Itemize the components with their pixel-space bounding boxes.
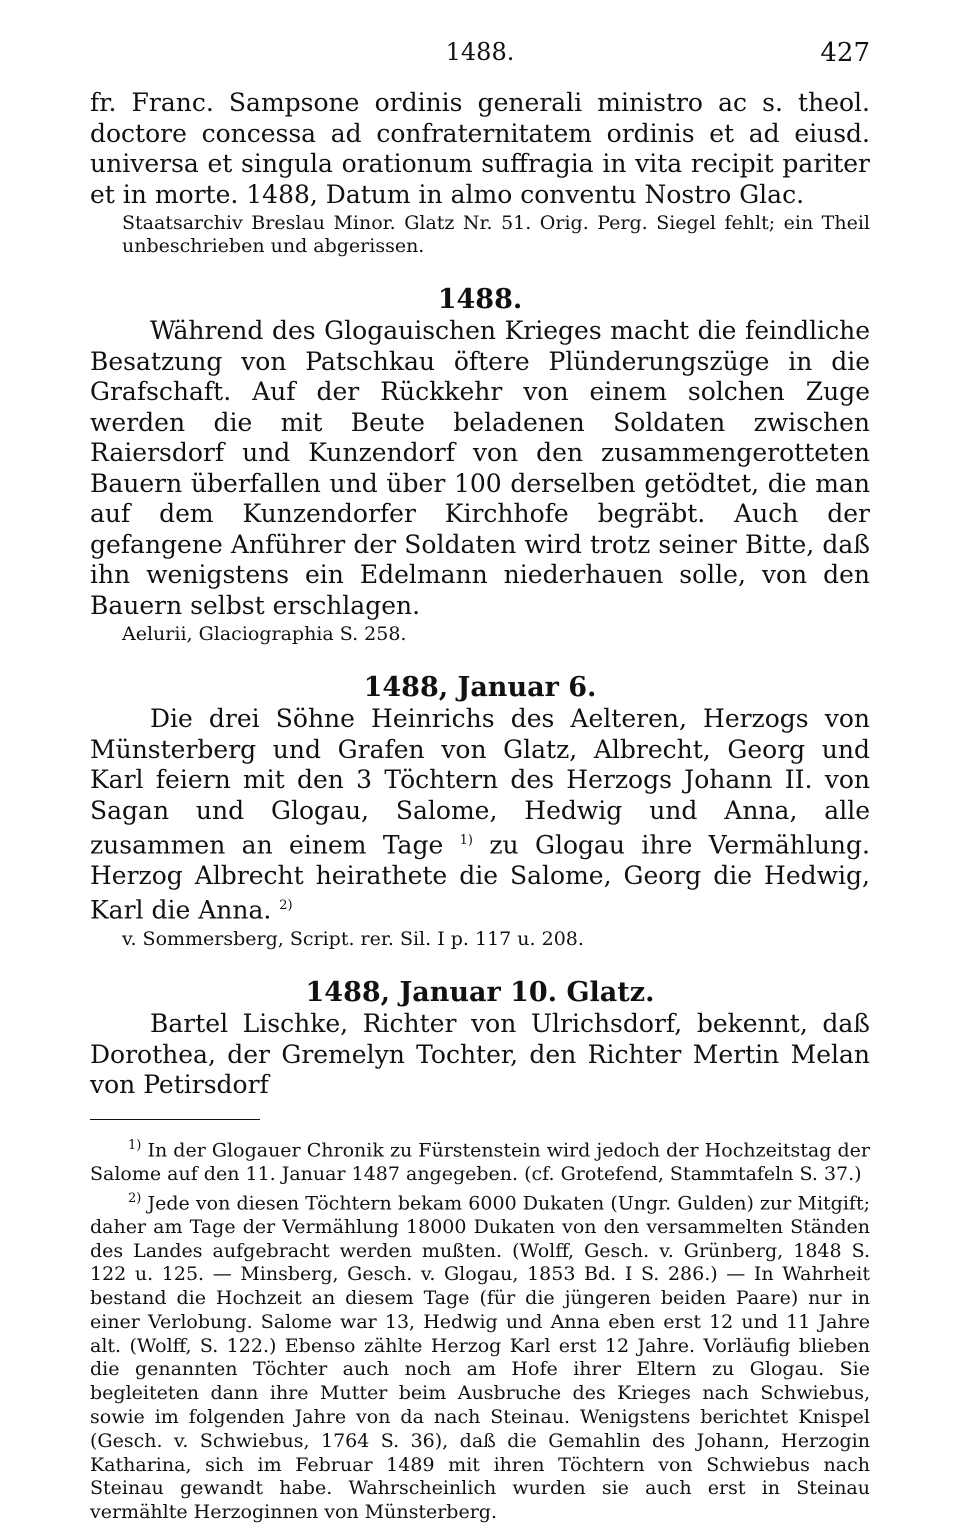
entry-heading: 1488. bbox=[437, 284, 523, 315]
running-head-year: 1488. bbox=[445, 38, 515, 66]
entry-body: Während des Glogauischen Krieges macht die feindliche Besatzung von Patschkau öftere Plünderungszüge in die Grafschaft. Auf der Rückkehr von einem solchen Zuge werden die mit Beute beladenen Soldaten zwischen Raiersdorf und Kunzendorf von den zusammengerotteten Bauern überfallen und über 100 derselben getödtet, die man auf dem Kunzendorfer Kirchhofe begräbt. Auch der gefangene Anführer der Soldaten wird trotz seiner Bitte, daß ihn wenigstens ein Edelmann niederhauen solle, von den Bauern selbst erschlagen. bbox=[90, 316, 870, 620]
footnote-reference: 2) bbox=[279, 898, 293, 914]
entry-body bbox=[90, 704, 870, 926]
footnote bbox=[90, 1187, 870, 1525]
page-number: 427 bbox=[820, 38, 870, 68]
entry-body-text: zu Glogau ihre Vermählung. Herzog Albrecht heirathete die Salome, Georg die Hedwig, Karl die Anna. bbox=[90, 830, 870, 925]
entry-heading: 1488, Januar 10. Glatz. bbox=[305, 977, 655, 1009]
opening-paragraph: fr. Franc. Sampsone ordinis generali ministro ac s. theol. doctore concessa ad confraternitatem ordinis et ad eiusd. universa et singula orationum suffragia in vita recipit pariter et in morte. 1488, Datum in almo conventu Nostro Glac. bbox=[90, 88, 870, 209]
running-head bbox=[90, 30, 870, 80]
footnote-text: In der Glogauer Chronik zu Fürstenstein wird jedoch der Hochzeitstag der Salome auf den 11. Januar 1487 angegeben. (cf. Grotefend, Stammtafeln S. 37.) bbox=[90, 1138, 870, 1185]
footnote-reference: 1) bbox=[459, 833, 473, 848]
footnote-text: Jede von diesen Töchtern bekam 6000 Dukaten (Ungr. Gulden) zur Mitgift; daher am Tage der Vermählung 18000 Dukaten von den versammelten Ständen des Landes aufgebracht werden mußten. (Wolff, Gesch. v. Grünberg, 1848 S. 122 u. 125. — Minsberg, Gesch. v. Glogau, 1853 Bd. I S. 286.) — In Wahrheit bestand die Hochzeit an diesem Tage (für die jüngeren beiden Paare) nur in einer Verlobung. Salome war 13, Hedwig und Anna eben erst 12 und 11 Jahre alt. (Wolff, S. 122.) Ebenso zählte Herzog Karl erst 12 Jahre. Vorläufig blieben die genannten Töchter auch noch am Hofe ihrer Eltern zu Glogau. Sie begleiteten dann ihre Mutter beim Ausbruche des Krieges nach Schwiebus, sowie im folgenden Jahre von da nach Steinau. Wenigstens berichtet Knispel (Gesch. v. Schwiebus, 1764 S. 36), daß die Gemahlin des Johann, Herzogin Katharina, sich im Februar 1489 mit ihren Töchtern von Schwiebus nach Steinau gewandt habe. Wahrscheinlich wurden sie auch erst in Steinau vermählte Herzoginnen von Münsterberg. bbox=[90, 1191, 870, 1524]
entry-body: Bartel Lischke, Richter von Ulrichsdorf, bekennt, daß Dorothea, der Gremelyn Tochter, den Richter Mertin Melan von Petirsdorf bbox=[90, 1009, 870, 1100]
footnote-marker: 2) bbox=[128, 1190, 142, 1206]
entry-heading: 1488, Januar 6. bbox=[363, 672, 597, 703]
entry-body-text: Die drei Söhne Heinrichs des Aelteren, Herzogs von Münsterberg und Grafen von Glatz, Albrecht, Georg und Karl feiern mit den 3 Töchtern des Herzogs Johann II. von Sagan und Glogau, Salome, Hedwig und Anna, alle zusammen an einem Tage bbox=[90, 704, 870, 860]
opening-source-citation: Staatsarchiv Breslau Minor. Glatz Nr. 51. Orig. Perg. Siegel fehlt; ein Theil unbeschrieben und abgerissen. bbox=[122, 212, 870, 257]
footnote-separator bbox=[90, 1119, 260, 1120]
entry-source-citation: Aelurii, Glaciographia S. 258. bbox=[122, 623, 407, 645]
footnote bbox=[90, 1134, 870, 1187]
book-page bbox=[90, 30, 870, 1524]
footnote-marker: 1) bbox=[128, 1137, 142, 1153]
entry-source-citation: v. Sommersberg, Script. rer. Sil. I p. 117 u. 208. bbox=[122, 928, 584, 951]
